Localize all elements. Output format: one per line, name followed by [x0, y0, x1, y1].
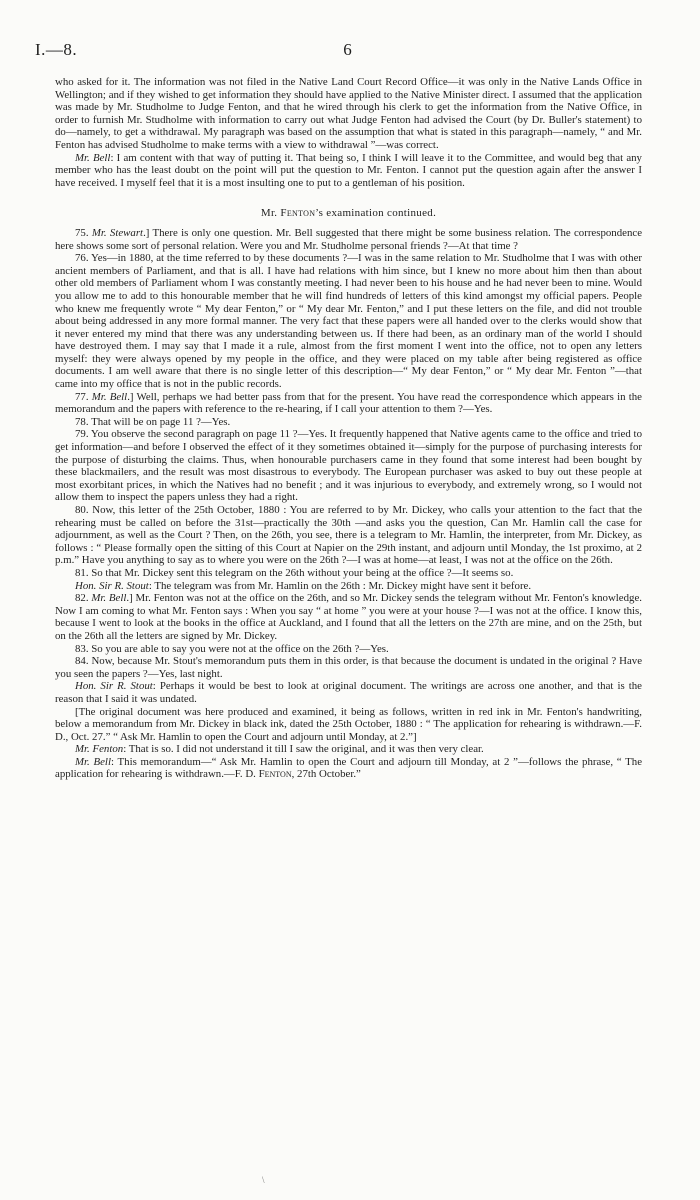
question-number: 84. [75, 655, 92, 668]
heading-name: Fenton [280, 207, 316, 220]
section-heading [55, 207, 642, 220]
signature-name: Fenton [258, 768, 292, 781]
paragraph-stout-1: Hon. Sir R. Stout: The telegram was from Mr. Hamlin on the 26th : Mr. Dickey might have sent it before. [75, 579, 532, 592]
question-number: 82. [75, 592, 92, 605]
paragraph-text: That is so. I did not understand it till I saw the original, and it was then very clear. [128, 743, 484, 756]
speaker-name: Mr. Bell [91, 592, 127, 605]
paragraph-q82: 82. Mr. Bell.] Mr. Fenton was not at the office on the 26th, and so Mr. Dickey sends the telegram without Mr. Fenton's knowledge. Now I am coming to what Mr. Fenton says : When you say “ at home ” you were at your house ?—I was not at the office. I know this, because I went to look at the books in the office at Auckland, and I found that all the letters on the 27th are mine, and on the 25th, but on the 26th all the letters are signed by Mr. Dickey. [55, 592, 642, 642]
page-header [35, 40, 660, 64]
paragraph-p-cont [55, 76, 642, 152]
paragraph-block-examination [55, 227, 642, 781]
question-number: 83. [75, 642, 92, 655]
paragraph-text: who asked for it. The information was not filed in the Native Land Court Record Office—it was only in the Native Lands Office in Wellington; and if they wished to get information they should have applied to the Native Minister direct. I assumed that the application was made by Mr. Studholme to Judge Fenton, and that he wired through his clerk to get the information from the Native Office, in order to furnish Mr. Studholme with information to carry out what Judge Fenton had advised the Court (by Dr. Buller's statement) to do—namely, to get a withdrawal. My paragraph was based on the assumption that what is stated in this paragraph—namely, “ and Mr. Fenton has advised Studholme to make terms with a view to withdrawal ”—was correct. [55, 76, 642, 151]
paragraph-p-bell-1: Mr. Bell: I am content with that way of putting it. That being so, I think I will leave it to the Committee, and would beg that any member who has the least doubt on the point will put the question to Mr. Fenton. I cannot put the question again after the answer I have received. I myself feel that it is a most insulting one to put to a gentleman of his position. [55, 151, 642, 189]
paragraph-q83 [55, 643, 642, 656]
paragraph-text: That will be on page 11 ?—Yes. [91, 415, 231, 428]
paragraph-text: Now, this letter of the 25th October, 1880 : You are referred to by Mr. Dickey, who calls your attention to the fact that the rehearing must be called on before the 31st—practically the 30th —and asks you the question, Can Mr. Hamlin call the case for adjournment, as well as the Court ? Then, on the 26th, you see, there is a telegram to Mr. Hamlin, the interpreter, from Mr. Dickey, as follows : “ Please formally open the sitting of this Court at Napier on the 29th instant, and adjourn until Monday, the 1st proximo, at 2 p.m.” Have you anything to say as to where you were on the 26th ?—I was at home—at least, I was not at the office on the 26th. [55, 504, 643, 567]
paragraph-q84 [55, 655, 642, 680]
paragraph-q77: 77. Mr. Bell.] Well, perhaps we had better pass from that for the present. You have read the correspondence which appears in the memorandum and the papers with reference to the re-hearing, if I call your attention to them ?—Yes. [55, 390, 642, 416]
page-number: 6 [343, 40, 352, 59]
paragraph-text: Now, because Mr. Stout's memorandum puts them in this order, is that because the document is undated in the original ? Have you seen the papers ?—Yes, last night. [55, 655, 643, 680]
question-number: 77. [75, 390, 92, 403]
speaker-name: Mr. Fenton [75, 743, 124, 756]
paragraph-q78 [55, 416, 642, 429]
paragraph-text: So you are able to say you were not at the office on the 26th ?—Yes. [91, 642, 389, 655]
paragraph-text: You observe the second paragraph on page 11 ?—Yes. It frequently happened that Native agents came to the office and tried to get information—and before I observed the effect of it they sometimes obtained it—simply for the purpose of purchasing interests for the purpose of disturbing the claims. Thus, when honourable purchasers came in they found that some interest had been bought by these blackmailers, and the result was most disastrous to everybody. The European purchaser was asked to buy out these people at most exorbitant prices, in which the Natives had no benefit ; and it was injurious to everybody, and extremely wrong, so I would not allow them to inspect the papers unless they had a right. [55, 428, 642, 504]
heading-prefix: Mr. [260, 207, 281, 220]
paragraph-bell-final: Mr. Bell: This memorandum—“ Ask Mr. Hamlin to open the Court and adjourn till Monday, at 2 ”—follows the phrase, “ The application for rehearing is withdrawn.—F. D. Fenton, 27th October.” [55, 755, 643, 781]
paragraph-q81 [55, 567, 642, 580]
paragraph-text: [The original document was here produced and examined, it being as follows, written in red ink in Mr. Fenton's handwriting, below a memorandum from Mr. Dickey in black ink, dated the 25th October, 1880 : “ The application for rehearing is withdrawn.—F. D., Oct. 27.” “ Ask Mr. Hamlin to open the Court and adjourn until Monday, at 2.”] [55, 705, 642, 743]
paragraph-text: Mr. Fenton was not at the office on the 26th, and so Mr. Dickey sends the telegram without Mr. Fenton's knowledge. Now I am coming to what Mr. Fenton says : When you say “ at home ” you were at your house ?—I was not at the office. I know this, because I went to look at the books in the office at Auckland, and I found that all the letters on the 27th are mine, and on the 25th, but on the 26th all the letters are signed by Mr. Dickey. [55, 592, 642, 642]
paragraph-q75: 75. Mr. Stewart.] There is only one question. Mr. Bell suggested that there might be some business relation. The correspondence here shows some sort of personal relation. Were you and Mr. Studholme personal friends ?—At that time ? [55, 226, 643, 252]
paragraph-bracket [55, 706, 642, 744]
paragraph-stout-2: Hon. Sir R. Stout: Perhaps it would be best to look at original document. The writings are across one another, and that is the reason that I said it was undated. [55, 680, 642, 705]
question-number: 81. [75, 566, 92, 579]
heading-suffix: ’s examination continued. [315, 207, 437, 220]
question-number: 76. [75, 252, 92, 265]
question-number: 79. [75, 428, 91, 441]
paragraph-block-intro [55, 76, 642, 189]
paragraph-text: So that Mr. Dickey sent this telegram on the 26th without your being at the office ?—It seems so. [91, 566, 514, 579]
paragraph-text: I am content with that way of putting it. That being so, I think I will leave it to the Committee, and would beg that any member who has the least doubt on the point will put the question to Mr. Fenton. I cannot put the question again after the answer I have received. I myself feel that it is a most insulting one to put to a gentleman of his position. [55, 151, 642, 189]
stray-mark: \ [262, 1175, 265, 1185]
paragraph-fenton-1: Mr. Fenton: That is so. I did not understand it till I saw the original, and it was then very clear. [75, 743, 484, 756]
paragraph-text: This memorandum—“ Ask Mr. Hamlin to open the Court and adjourn till Monday, at 2 ”—follows the phrase, “ The application for rehearing is withdrawn.—F. D. [55, 755, 643, 781]
document-body [55, 76, 642, 781]
paragraph-text: Well, perhaps we had better pass from that for the present. You have read the correspondence which appears in the memorandum and the papers with reference to the re-hearing, if I call your attention to them ?—Yes. [55, 390, 642, 416]
question-number: 75. [75, 226, 92, 239]
speaker-name: Mr. Bell [91, 390, 128, 403]
paragraph-text: Perhaps it would be best to look at original document. The writings are across one another, and that is the reason that I said it was undated. [55, 680, 642, 705]
paragraph-q80 [55, 504, 642, 567]
paragraph-text: The telegram was from Mr. Hamlin on the 26th : Mr. Dickey might have sent it before. [154, 579, 532, 592]
speaker-name: Mr. Bell [75, 151, 111, 164]
question-number: 78. [75, 415, 92, 428]
speaker-name: Mr. Bell [75, 755, 111, 768]
paragraph-q76 [55, 252, 642, 391]
speaker-name: Hon. Sir R. Stout [75, 579, 149, 592]
paragraph-text: Yes—in 1880, at the time referred to by these documents ?—I was in the same relation to Mr. Studholme that I was with other ancient members of Parliament, and that is all. I have had relations with him since, but I knew no more about him then than about other old members of Parliament whom I was constantly meeting. I had never been to his house and he had never been to mine. Would you allow me to add to this honourable member that he will find hundreds of letters of this kind amongst my official papers. People who knew me frequently wrote “ My dear Fenton,” or “ My dear Mr. Fenton,” and I put these letters on the file, and did not trouble about being addressed in any more formal manner. The very fact that these papers were all handed over to the clerks would show that it never entered my mind that there was any understanding between us. If there had been, as an ordinary man of the world I should have destroyed them. I may say that I made it a rule, almost from the first moment I went into the office, not to open any letters myself: they were always opened by my people in the office, and they were placed on my table after being registered as office documents. I am well aware that there is no single letter of this description—“ My dear Fenton,” or “ My dear Mr. Fenton ”—that came into my office that is not in the public records. [55, 252, 642, 391]
speaker-name: Hon. Sir R. Stout [75, 680, 153, 693]
paragraph-text: There is only one question. Mr. Bell suggested that there might be some business relation. The correspondence here shows some sort of personal relation. Were you and Mr. Studholme personal friends ?—At that time ? [55, 226, 643, 252]
question-number: 80. [75, 504, 93, 516]
paragraph-q79 [55, 428, 642, 504]
speaker-name: Mr. Stewart [91, 226, 144, 239]
document-code: I.—8. [35, 40, 78, 59]
